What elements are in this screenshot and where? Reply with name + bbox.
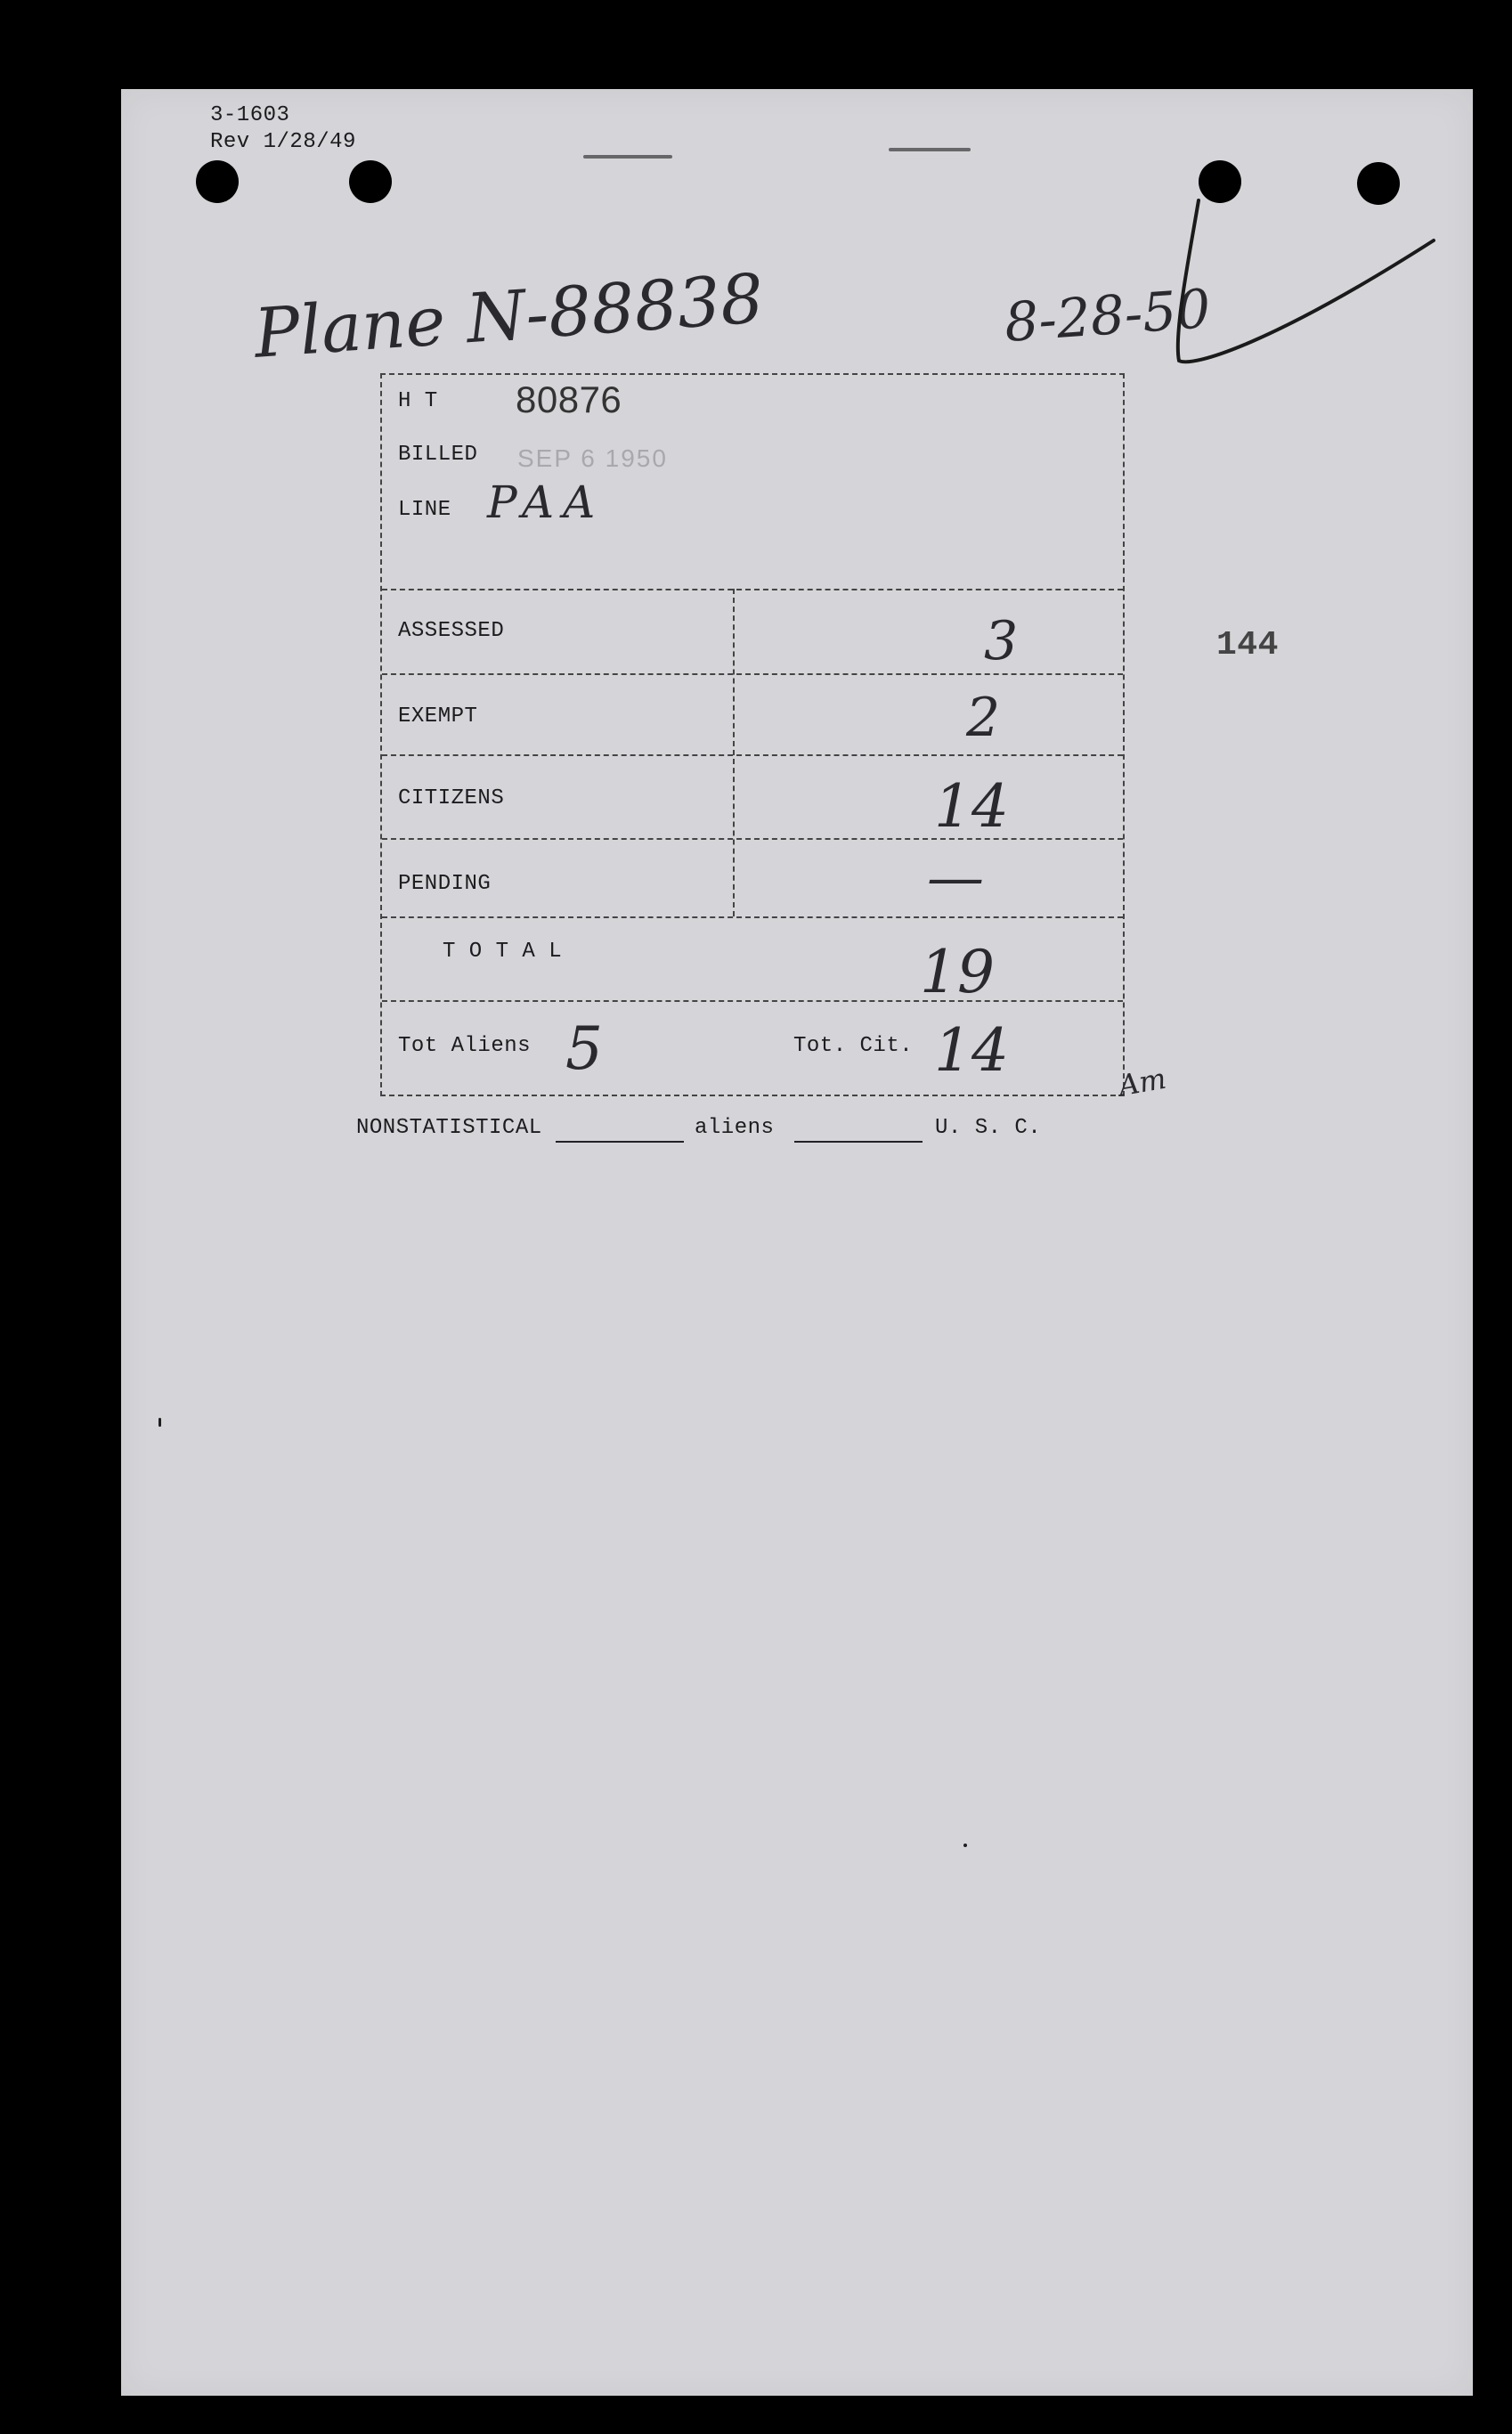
form-divider [382, 1000, 1123, 1002]
exempt-value: 2 [966, 687, 1001, 749]
pending-label: PENDING [398, 872, 492, 896]
tot-cit-value: 14 [934, 1016, 1009, 1085]
citizens-label: CITIZENS [398, 786, 505, 810]
nonstatistical-blank [556, 1141, 684, 1143]
form-number: 3-1603 [210, 103, 290, 127]
check-mark [1158, 191, 1443, 370]
ht-label: H T [398, 389, 438, 413]
total-label: T O T A L [443, 940, 563, 964]
usc-label: U. S. C. [935, 1116, 1042, 1140]
tally-form [380, 373, 1125, 1096]
form-revision: Rev 1/28/49 [210, 130, 356, 154]
ink-fleck [583, 155, 672, 159]
form-divider [382, 916, 1123, 918]
speck [963, 1844, 967, 1847]
form-divider [382, 673, 1123, 675]
assessed-label: ASSESSED [398, 619, 505, 643]
nonstatistical-label: NONSTATISTICAL [356, 1116, 542, 1140]
aliens-label: aliens [695, 1116, 775, 1140]
form-divider [382, 589, 1123, 590]
form-column-divider [733, 589, 735, 916]
exempt-label: EXEMPT [398, 704, 478, 729]
line-label: LINE [398, 498, 451, 522]
speck [159, 1418, 161, 1427]
assessed-value: 3 [984, 610, 1019, 672]
ink-fleck [889, 148, 971, 151]
billed-label: BILLED [398, 443, 478, 467]
form-divider [382, 754, 1123, 756]
citizens-value: 14 [934, 772, 1009, 841]
punch-hole [349, 160, 392, 203]
line-value-handwritten: PAA [487, 476, 605, 528]
total-value: 19 [920, 938, 995, 1006]
tot-aliens-value: 5 [565, 1014, 603, 1083]
initials-handwritten: Am [1116, 1061, 1169, 1103]
billed-date-stamp: SEP 6 1950 [517, 444, 668, 472]
pending-value: — [927, 845, 984, 911]
form-divider [382, 838, 1123, 840]
ht-number: 80876 [516, 379, 622, 420]
tot-aliens-label: Tot Aliens [398, 1034, 532, 1058]
punch-hole [196, 160, 239, 203]
nonstatistical-line [356, 1116, 1158, 1146]
date-handwritten: 8-28-50 [1002, 278, 1213, 354]
plane-number-handwritten: Plane N-88838 [251, 258, 767, 373]
page-count-number: 144 [1216, 626, 1279, 664]
tot-cit-label: Tot. Cit. [793, 1034, 914, 1058]
aliens-blank [794, 1141, 923, 1143]
